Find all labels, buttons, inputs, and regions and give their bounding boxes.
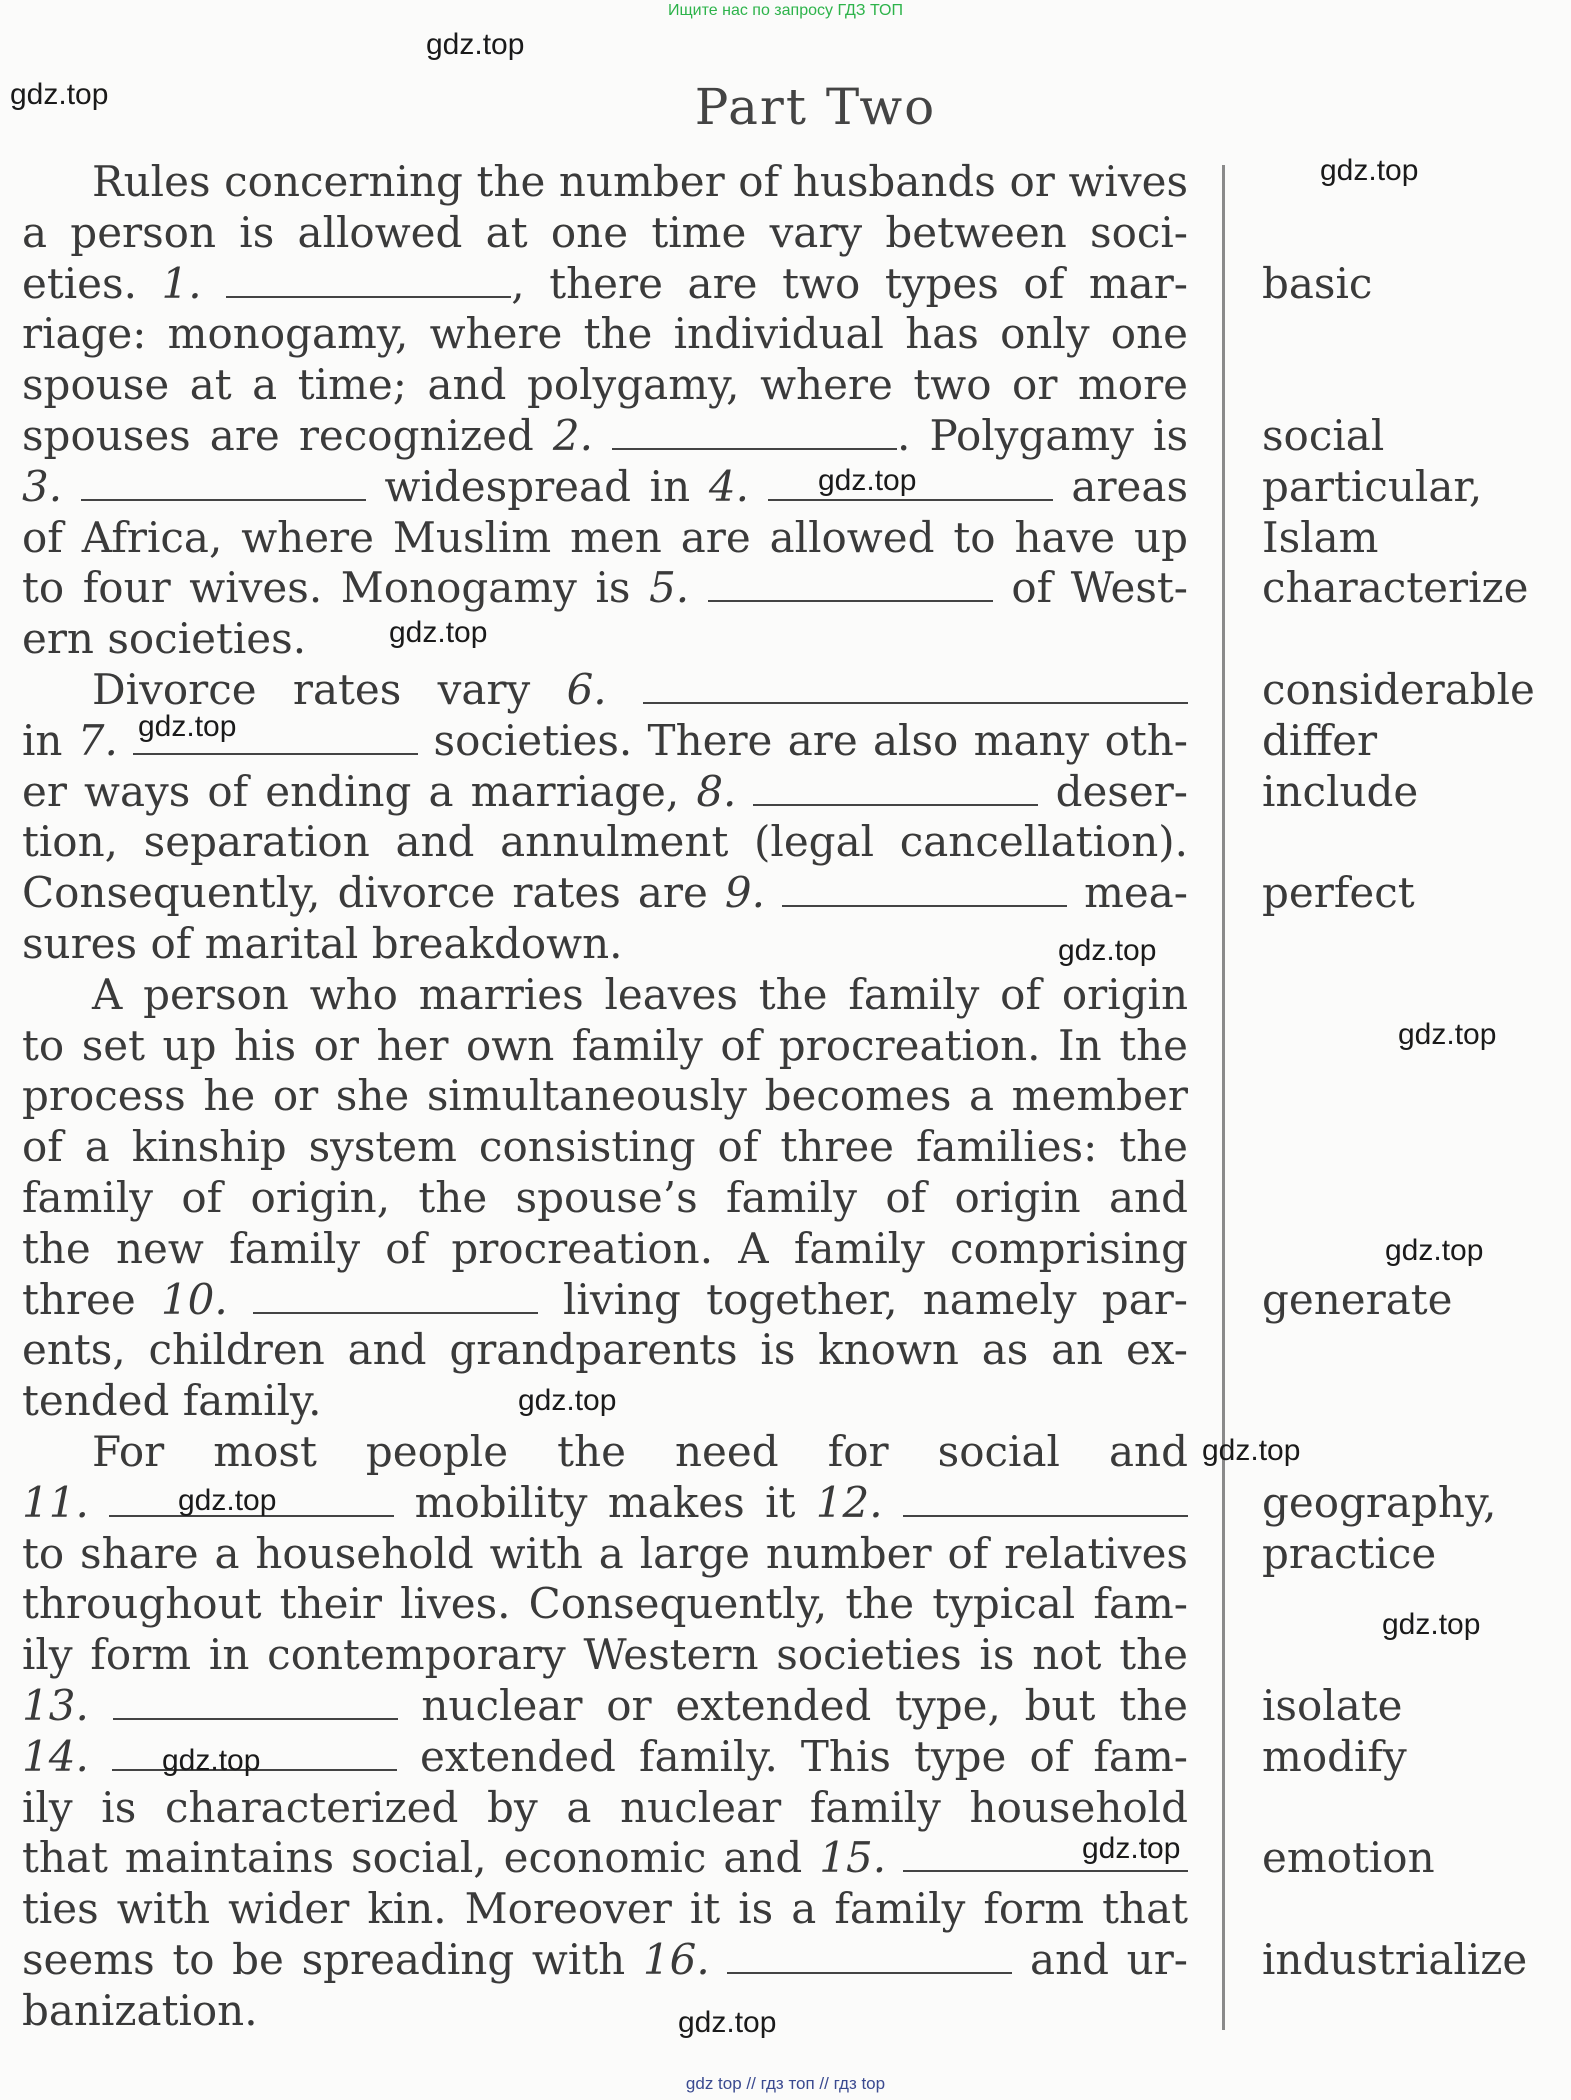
text-line: [22, 562, 1188, 614]
blank-number: 5.: [649, 563, 690, 613]
answer-blank[interactable]: [226, 266, 511, 298]
blank-number: 14.: [22, 1731, 89, 1781]
watermark: gdz.top: [178, 1484, 277, 1517]
watermark: gdz.top: [1202, 1434, 1301, 1467]
text-line: [22, 359, 1188, 411]
blank-number: 1.: [161, 258, 202, 308]
text-line: [22, 918, 1188, 970]
text-segment: ily form in contemporary Western societies is not the: [22, 1630, 1188, 1680]
text-segment: A person who marries leaves the family of origin: [92, 969, 1188, 1019]
watermark: gdz.top: [1382, 1608, 1481, 1641]
text-line: [22, 1832, 1188, 1884]
text-line: [22, 1934, 1188, 1986]
text-line: [22, 308, 1188, 360]
watermark: gdz.top: [818, 464, 917, 497]
keyword: industrialize: [1262, 1935, 1528, 1984]
column-divider: [1222, 165, 1225, 2030]
answer-blank[interactable]: [81, 469, 366, 501]
text-line: [22, 258, 1188, 310]
footer-links[interactable]: gdz top // гдз топ // гдз top: [685, 2074, 886, 2093]
text-segment: process he or she simultaneously becomes a member: [22, 1071, 1188, 1121]
blank-number: 2.: [552, 411, 593, 460]
keyword: geography,: [1262, 1477, 1497, 1527]
text-segment: , there are two types of mar-: [511, 258, 1188, 308]
text-segment: three: [22, 1274, 161, 1324]
text-segment: and ur-: [1012, 1935, 1188, 1984]
text-segment: throughout their lives. Consequently, the typical fam-: [22, 1579, 1188, 1629]
text-line: [22, 1985, 1188, 2037]
text-line: [22, 461, 1188, 513]
blank-number: 15.: [819, 1833, 887, 1883]
text-segment: nuclear or extended type, but the: [397, 1681, 1188, 1730]
answer-blank[interactable]: [753, 774, 1038, 806]
watermark: gdz.top: [138, 710, 237, 743]
text-line: [92, 969, 1188, 1021]
blank-number: 16.: [642, 1935, 710, 1984]
text-segment: mea-: [1067, 868, 1188, 918]
text-segment: ern societies.: [22, 614, 307, 664]
text-segment: to set up his or her own family of procreation. In the: [22, 1020, 1188, 1070]
text-segment: that maintains social, economic and: [22, 1833, 820, 1883]
blank-number: 10.: [160, 1274, 228, 1324]
text-segment: ents, children and grandparents is known as an ex-: [22, 1325, 1188, 1375]
text-segment: Divorce rates vary: [92, 665, 567, 714]
watermark: gdz.top: [10, 78, 109, 111]
text-segment: widespread in: [365, 461, 709, 511]
keyword: Islam: [1262, 512, 1379, 562]
text-segment: tion, separation and annulment (legal cancellation).: [22, 817, 1188, 867]
answer-blank[interactable]: [727, 1942, 1012, 1974]
text-segment: For most people the need for social and: [92, 1427, 1188, 1476]
keyword: basic: [1262, 258, 1373, 308]
text-segment: banization.: [22, 1985, 258, 2035]
watermark: gdz.top: [162, 1744, 261, 1777]
watermark: gdz.top: [1082, 1832, 1181, 1865]
watermark: gdz.top: [1385, 1234, 1484, 1267]
text-line: [92, 156, 1188, 208]
blank-number: 12.: [815, 1477, 883, 1527]
text-segment: of Africa, where Muslim men are allowed to have up: [22, 512, 1188, 562]
text-line: [22, 1121, 1188, 1173]
text-segment: ties with wider kin. Moreover it is a family form that: [22, 1884, 1188, 1934]
text-segment: to four wives. Monogamy is: [22, 563, 650, 613]
text-segment: Consequently, divorce rates are: [22, 868, 725, 918]
text-line: [22, 1070, 1188, 1122]
text-segment: seems to be spreading with: [22, 1935, 643, 1984]
text-line: [22, 1680, 1188, 1732]
keyword: practice: [1262, 1528, 1437, 1578]
blank-number: 11.: [22, 1477, 89, 1527]
text-segment: riage: monogamy, where the individual has only one: [22, 309, 1188, 359]
text-line: [22, 512, 1188, 564]
text-segment: tended family.: [22, 1376, 322, 1426]
text-segment: Rules concerning the number of husbands or wives: [92, 157, 1188, 206]
text-segment: eties.: [22, 258, 162, 308]
text-line: [22, 867, 1188, 919]
watermark: gdz.top: [1058, 934, 1157, 967]
text-line: [22, 1629, 1188, 1681]
text-segment: living together, namely par-: [537, 1274, 1188, 1324]
text-line: [22, 1020, 1188, 1072]
watermark: gdz.top: [1398, 1018, 1497, 1051]
text-segment: to share a household with a large number of relatives: [22, 1528, 1188, 1578]
watermark: gdz.top: [1320, 154, 1419, 187]
text-segment: sures of marital breakdown.: [22, 919, 623, 968]
keyword: perfect: [1262, 868, 1415, 918]
blank-number: 7.: [77, 715, 118, 765]
text-line: [22, 1578, 1188, 1630]
blank-number: 6.: [566, 665, 607, 714]
text-line: [22, 766, 1188, 818]
blank-number: 13.: [22, 1681, 89, 1730]
answer-blank[interactable]: [782, 875, 1067, 907]
blank-number: 3.: [22, 461, 63, 511]
answer-blank[interactable]: [708, 570, 993, 602]
keyword: characterize: [1262, 563, 1529, 613]
text-segment: of a kinship system consisting of three families: the: [22, 1122, 1188, 1172]
text-segment: mobility makes it: [394, 1477, 816, 1527]
text-line: [22, 1528, 1188, 1580]
text-line: [22, 1274, 1188, 1326]
keyword: social: [1262, 411, 1385, 460]
text-segment: a person is allowed at one time vary between soci-: [22, 207, 1188, 257]
keyword: differ: [1262, 715, 1378, 765]
search-banner[interactable]: Ищите нас по запросу ГДЗ ТОП: [668, 2, 903, 19]
text-line: [22, 1883, 1188, 1935]
keyword: modify: [1262, 1731, 1407, 1781]
watermark: gdz.top: [426, 28, 525, 61]
text-segment: the new family of procreation. A family comprising: [22, 1223, 1188, 1273]
keyword: include: [1262, 766, 1419, 816]
text-line: [22, 613, 1188, 665]
keyword: emotion: [1262, 1833, 1435, 1883]
text-segment: spouses are recognized: [22, 411, 553, 460]
answer-blank[interactable]: [903, 1485, 1188, 1517]
answer-blank[interactable]: [253, 1282, 538, 1314]
watermark: gdz.top: [518, 1384, 617, 1417]
text-segment: deser-: [1038, 766, 1188, 816]
keyword: particular,: [1262, 461, 1483, 511]
text-segment: areas: [1052, 461, 1188, 511]
text-line: [22, 207, 1188, 259]
text-segment: societies. There are also many oth-: [418, 715, 1188, 765]
text-segment: in: [22, 715, 78, 765]
text-line: [92, 664, 1188, 716]
page-title: Part Two: [694, 78, 937, 136]
blank-number: 9.: [724, 868, 765, 918]
text-segment: of West-: [992, 563, 1188, 613]
text-line: [22, 1223, 1188, 1275]
text-line: [22, 816, 1188, 868]
text-segment: spouse at a time; and polygamy, where two or more: [22, 360, 1188, 410]
text-line: [22, 1172, 1188, 1224]
text-line: [22, 410, 1188, 462]
blank-number: 4.: [708, 461, 749, 511]
keyword: considerable: [1262, 665, 1535, 714]
watermark: gdz.top: [389, 616, 488, 649]
text-segment: ily is characterized by a nuclear family household: [22, 1782, 1188, 1832]
keyword: generate: [1262, 1274, 1453, 1324]
blank-number: 8.: [696, 766, 737, 816]
text-line: [22, 1324, 1188, 1376]
watermark: gdz.top: [678, 2006, 777, 2039]
answer-blank[interactable]: [113, 1688, 398, 1720]
text-line: [92, 1426, 1188, 1478]
answer-blank[interactable]: [612, 418, 897, 450]
text-segment: extended family. This type of fam-: [396, 1731, 1188, 1781]
text-line: [22, 1782, 1188, 1834]
answer-blank[interactable]: [643, 672, 1188, 704]
text-segment: er ways of ending a marriage,: [22, 766, 697, 816]
text-segment: family of origin, the spouse’s family of origin and: [22, 1173, 1188, 1222]
text-segment: . Polygamy is: [897, 411, 1188, 460]
keyword: isolate: [1262, 1681, 1403, 1730]
